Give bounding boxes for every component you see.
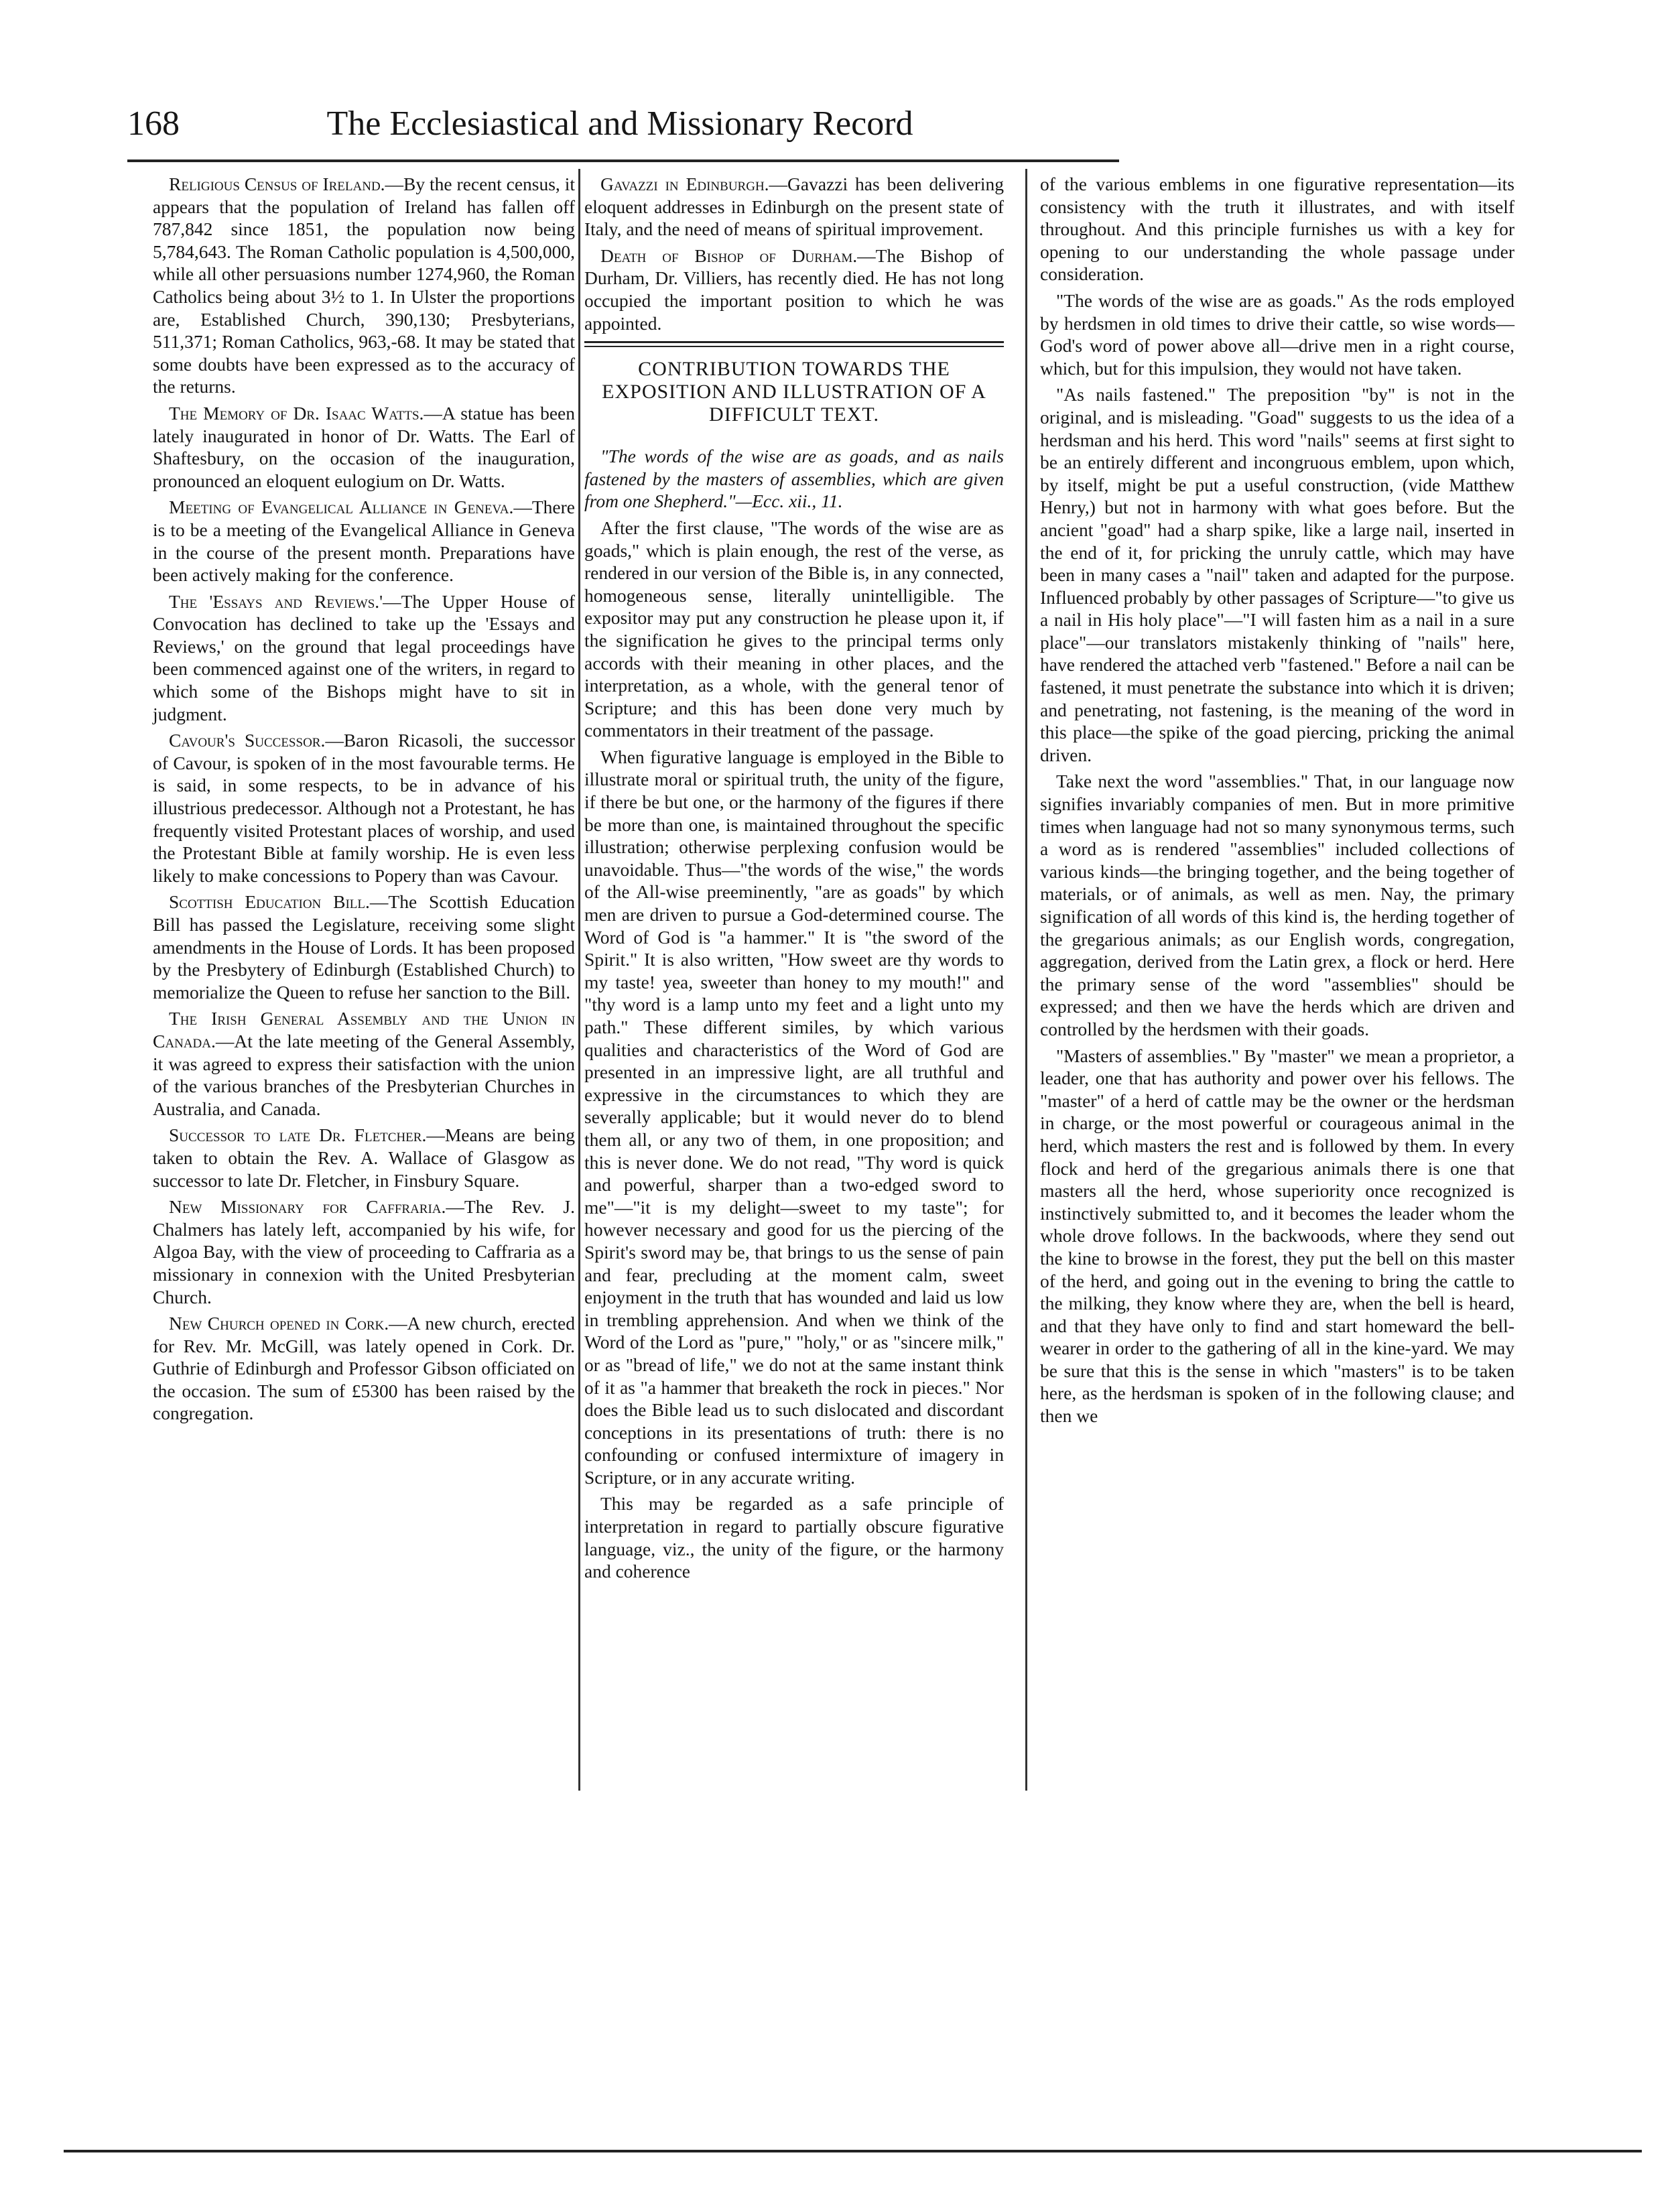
page-header <box>127 101 1112 161</box>
column-middle <box>584 173 1004 1587</box>
news-heading: New Church opened in Cork.— <box>169 1313 407 1334</box>
news-item <box>153 1124 575 1191</box>
article-paragraph: "The words of the wise are as goads." As the rods employed by herdsmen in old times to drive their cattle, so wise words—God's word of power above all—drive men in a right course, which, but for this impulsion, they would not have taken. <box>1040 289 1514 379</box>
news-text: At the late meeting of the General Assembly, it was agreed to express their satisfaction with the union of the various branches of the Presbyterian Churches in Australia, and Canada. <box>153 1030 575 1119</box>
column-divider <box>578 169 580 1791</box>
news-item <box>584 173 1004 241</box>
news-heading: Successor to late Dr. Fletcher.— <box>169 1124 445 1146</box>
article-paragraph: "As nails fastened." The preposition "by" is not in the original, and is misleading. "Goad" suggests to us the idea of a herdsman and his herd. This word "nails" seems at first sight to be an entirely different and incongruous emblem, upon which, by itself, might be put a useful construction, (vide Matthew Henry,) but not in harmony with what goes before. But the ancient "goad" had a sharp spike, like a large nail, inserted in the end of it, for pricking the unruly cattle, which may have been in many cases a "nail" taken and adapted for the purpose. Influenced probably by other passages of Scripture—"to give us a nail in His holy place"—"I will fasten him as a nail in a sure place"—our translators mistakenly thinking of "nails" here, have rendered the attached verb "fastened." Before a nail can be fastened, it must penetrate the substance into which it is driven; and penetrating, not fastening, is the meaning of the word in this place—the spike of the goad piercing, pricking the animal driven. <box>1040 384 1514 765</box>
news-text: By the recent census, it appears that the population of Ireland has fallen off 787,842 since 1851, the population now being 5,784,643. The Roman Catholic population is 4,500,000, while all other persuasions number 1274,960, the Roman Catholics being about 3½ to 1. In Ulster the proportions are, Established Church, 390,130; Presbyterians, 511,371; Roman Catholics, 963,-68. It may be stated that some doubts have been expressed as to the accuracy of the returns. <box>153 174 575 397</box>
column-right <box>1040 173 1514 1431</box>
news-heading: Death of Bishop of Durham.— <box>600 245 876 266</box>
article-paragraph: After the first clause, "The words of the wise are as goads," which is plain enough, the rest of the verse, as rendered in our version of the Bible is, in any connected, homogeneous sense, literally unintelligible. The expositor may put any construction he please upon it, if the signification he gives to the principal terms only accords with their meaning in other places, and the interpretation, as a whole, with the general tenor of Scripture; and this has been done very much by commentators in their treatment of the passage. <box>584 517 1004 741</box>
news-heading: The Irish General Assembly and the Union in Canada.— <box>153 1008 575 1051</box>
news-text: The Upper House of Convocation has declined to take up the 'Essays and Reviews,' on the ground that legal proceedings have been commenced against one of the writers, in regard to which some of the Bishops might have to sit in judgment. <box>153 590 575 724</box>
news-item <box>153 891 575 1003</box>
news-heading: Cavour's Successor.— <box>169 730 344 751</box>
news-heading: Meeting of Evangelical Alliance in Geneva.— <box>169 497 532 518</box>
running-title: The Ecclesiastical and Missionary Record <box>326 105 913 143</box>
news-text: There is to be a meeting of the Evangelical Alliance in Geneva in the course of the present month. Preparations have been actively making for the conference. <box>153 497 575 586</box>
news-text: The Rev. J. Chalmers has lately left, accompanied by his wife, for Algoa Bay, with the view of proceeding to Caffraria as a missionary in connexion with the United Presbyterian Church. <box>153 1196 576 1307</box>
news-heading: Religious Census of Ireland.— <box>169 174 404 194</box>
bottom-rule <box>64 2150 1642 2152</box>
news-text: A statue has been lately inaugurated in honor of Dr. Watts. The Earl of Shaftesbury, on the occasion of the inauguration, pronounced an eloquent eulogium on Dr. Watts. <box>153 402 575 491</box>
page-number: 168 <box>127 105 180 143</box>
news-item <box>153 1312 575 1425</box>
news-heading: Scottish Education Bill.— <box>169 891 389 913</box>
news-text: A new church, erected for Rev. Mr. McGill, was lately opened in Cork. Dr. Guthrie of Edinburgh and Professor Gibson officiated on the occasion. The sum of £5300 has been raised by the congregation. <box>153 1313 575 1424</box>
news-item <box>153 1196 575 1308</box>
article-paragraph: Take next the word "assemblies." That, in our language now signifies invariably companies of men. But in more primitive times when language had not so many synonymous terms, such a word as is rendered "assemblies" included collections of various kinds—the bringing together, and the being together of materials, or of animals, as well as men. Nay, the primary signification of all words of this kind is, the herding together of the gregarious animals; as our English words, congregation, aggregation, derived from the Latin grex, a flock or herd. Here the primary sense of the word "assemblies" should be expressed; and then we have the herds which are driven and controlled by the herdsmen with their goads. <box>1040 771 1514 1039</box>
news-text: The Bishop of Durham, Dr. Villiers, has recently died. He has not long occupied the important position to which he was appointed. <box>584 245 1004 334</box>
news-text: Means are being taken to obtain the Rev. A. Wallace of Glasgow as successor to late Dr. Fletcher, in Finsbury Square. <box>153 1124 576 1191</box>
section-rule <box>584 346 1004 347</box>
news-heading: The Memory of Dr. Isaac Watts.— <box>169 402 442 424</box>
news-heading: New Missionary for Caffraria.— <box>169 1196 464 1218</box>
news-item <box>153 1007 575 1120</box>
news-item <box>153 402 575 492</box>
column-news-left <box>153 173 575 1429</box>
news-item <box>584 245 1004 334</box>
news-text: The Scottish Education Bill has passed the Legislature, receiving some slight amendments in the House of Lords. It has been proposed by the Presbytery of Edinburgh (Established Church) to memorialize the Queen to refuse her sanction to the Bill. <box>153 891 575 1003</box>
news-item <box>153 496 575 586</box>
news-heading: The 'Essays and Reviews.'— <box>169 590 401 612</box>
news-text: Baron Ricasoli, the successor of Cavour, is spoken of in the most favourable terms. He is said, in some respects, to be in advance of his illustrious predecessor. Although not a Protestant, he has frequently visited Protestant places of worship, and used the Protestant Bible at family worship. He is even less likely to make concessions to Popery than was Cavour. <box>153 730 576 886</box>
news-item <box>153 173 575 398</box>
article-paragraph: "Masters of assemblies." By "master" we mean a proprietor, a leader, one that has authority and power over his fellows. The "master" of a herd of cattle may be the owner or the herdsman in charge, or the most powerful or courageous animal in the herd, which masters the rest and is followed by them. In every flock and herd of the gregarious animals there is one that masters all the herd, whose superiority once recognized is instinctively submitted to, and it becomes the leader whom the whole drove follows. In the backwoods, where they send out the kine to browse in the forest, they put the bell on this master of the herd, and going out in the evening to bring the cattle to the milking, they know where they are, when the bell is heard, and that they have only to find and start homeward the bell-wearer in order to the gathering of all in the kine-yard. We may be sure that this is the sense in which "masters" is to be taken here, as the herdsman is spoken of in the following clause; and then we <box>1040 1045 1514 1427</box>
column-divider <box>1025 169 1027 1791</box>
news-text: Gavazzi has been delivering eloquent addresses in Edinburgh on the present state of Italy, and the need of means of spiritual improvement. <box>584 174 1004 240</box>
article-epigraph: "The words of the wise are as goads, and as nails fastened by the masters of assemblies, which are given from one Shepherd."—Ecc. xii., 11. <box>584 446 1004 512</box>
news-heading: Gavazzi in Edinburgh.— <box>600 174 788 194</box>
article-paragraph: of the various emblems in one figurative representation—its consistency with the truth it illustrates, and with itself throughout. And this principle furnishes us with a key for opening to our understanding the whole passage under consideration. <box>1040 174 1514 285</box>
article-paragraph: When figurative language is employed in the Bible to illustrate moral or spiritual truth, the unity of the figure, if there be but one, or the harmony of the figures if there be more than one, is maintained throughout the specific illustration; otherwise perplexing confusion would be unavoidable. Thus—"the words of the wise," the words of the All-wise preeminently, "are as goads" by which men are driven to pursue a God-determined course. The Word of God is "a hammer." It is "the sword of the Spirit." It is also written, "How sweet are thy words to my taste! yea, sweeter than honey to my mouth!" and "thy word is a lamp unto my feet and a light unto my path." These different similes, by which various qualities and characteristics of the Word of God are presented in an impressive light, are all truthful and expressive in the circumstances to which they are severally applicable; but it would never do to blend them all, or any two of them, in one proposition; and this is never done. We do not read, "Thy word is quick and powerful, sharper than a two-edged sword to me"—"it is my delight—sweet to my taste"; for however necessary and good for us the piercing of the Spirit's sword may be, that brings to us the sense of pain and fear, precluding at the moment calm, sweet enjoyment in the truth that has wounded and laid us low in trembling apprehension. And when we think of the Word of the Lord as "pure," "holy," or as "sincere milk," or as "bread of life," we do not at the same instant think of it as "a hammer that breaketh the rock in pieces." Nor does the Bible lead us to such dislocated and discordant conceptions in its presentations of truth: there is no confounding or confused intermixture of imagery in Scripture, or in any accurate writing. <box>584 746 1004 1488</box>
news-item <box>153 729 575 887</box>
news-item <box>153 590 575 726</box>
article-title: CONTRIBUTION TOWARDS THE EXPOSITION AND ILLUSTRATION OF A DIFFICULT TEXT. <box>602 358 986 426</box>
section-rule <box>584 341 1004 343</box>
header-rule <box>127 159 1119 162</box>
article-paragraph: This may be regarded as a safe principle of interpretation in regard to partially obscure figurative language, viz., the unity of the figure, or the harmony and coherence <box>584 1493 1004 1582</box>
